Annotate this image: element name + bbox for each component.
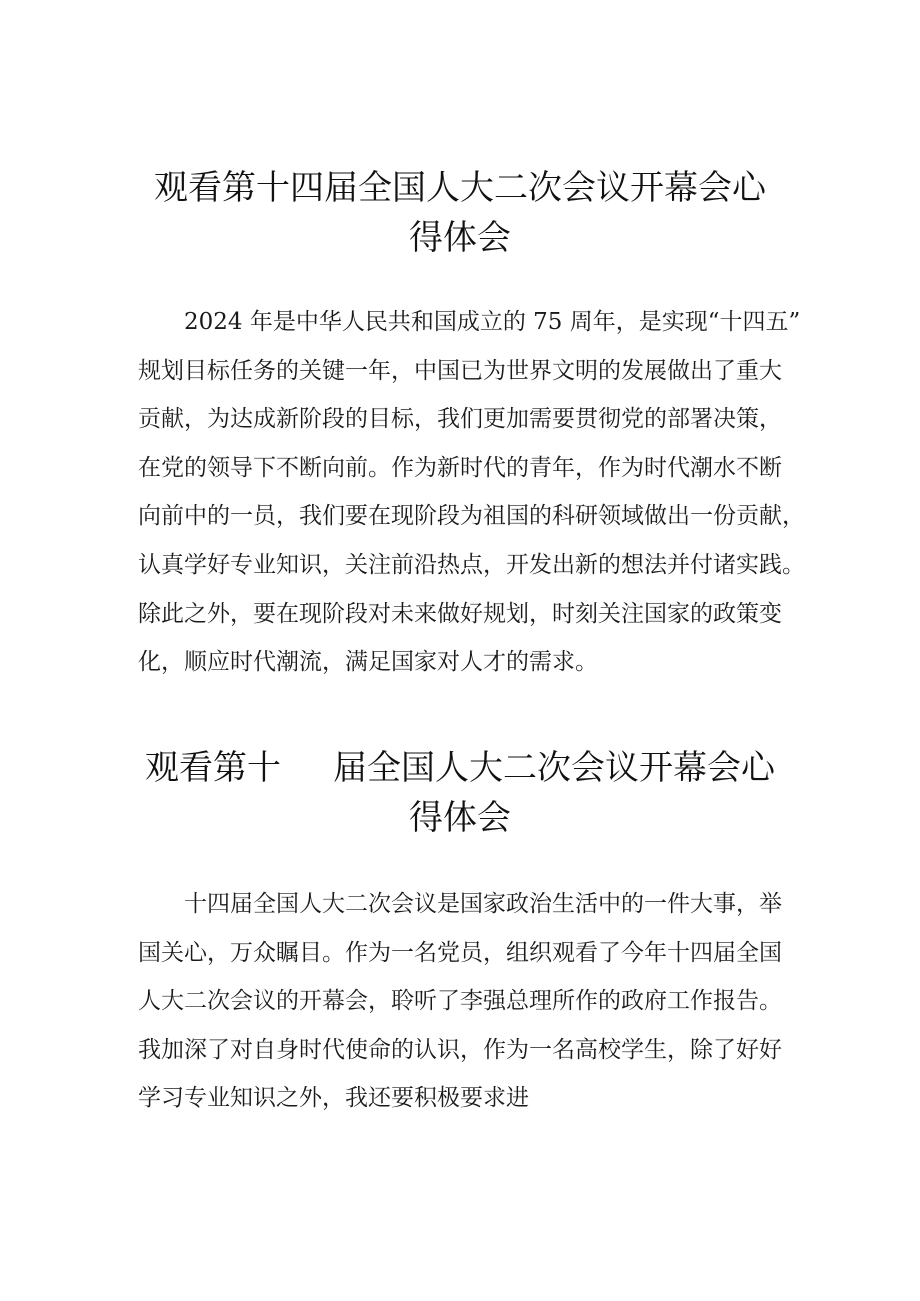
paragraph-line: 学习专业知识之外，我还要积极要求进 (138, 1085, 529, 1112)
paragraph-line: 在党的领导下不断向前。作为新时代的青年，作为时代潮水不断 (138, 454, 782, 481)
paragraph-line: 向前中的一员，我们要在现阶段为祖国的科研领域做出一份贡献， (138, 503, 805, 530)
paragraph-line: 除此之外，要在现阶段对未来做好规划，时刻关注国家的政策变 (138, 600, 782, 627)
paragraph-line: 2024 年是中华人民共和国成立的 75 周年，是实现“十四五” (184, 309, 801, 335)
section-1-paragraph (138, 298, 805, 687)
section-2-title-line-1 (0, 743, 920, 793)
section-1-title-line-2: 得体会 (409, 218, 511, 258)
paragraph-line: 认真学好专业知识，关注前沿热点，开发出新的想法并付诸实践。 (138, 551, 805, 578)
paragraph-line: 化，顺应时代潮流，满足国家对人才的需求。 (138, 649, 598, 676)
paragraph-line: 规划目标任务的关键一年，中国已为世界文明的发展做出了重大 (138, 357, 782, 384)
paragraph-line: 人大二次会议的开幕会，聆听了李强总理所作的政府工作报告。 (138, 988, 782, 1015)
paragraph-line: 我加深了对自身时代使命的认识，作为一名高校学生，除了好好 (138, 1036, 782, 1063)
section-2-title (0, 743, 920, 843)
paragraph-line: 十四届全国人大二次会议是国家政治生活中的一件大事，举 (184, 891, 782, 917)
section-1-title (0, 163, 920, 263)
section-2-title-line-2: 得体会 (409, 798, 511, 838)
section-2-title-part-a: 观看第十 (145, 748, 281, 788)
section-2-title-part-b: 届全国人大二次会议开幕会心 (333, 748, 775, 788)
paragraph-line: 国关心，万众瞩目。作为一名党员，组织观看了今年十四届全国 (138, 939, 782, 966)
paragraph-line: 贡献，为达成新阶段的目标，我们更加需要贯彻党的部署决策， (138, 406, 782, 433)
section-1-title-line-1: 观看第十四届全国人大二次会议开幕会心 (154, 168, 766, 208)
section-2-paragraph (138, 880, 798, 1123)
